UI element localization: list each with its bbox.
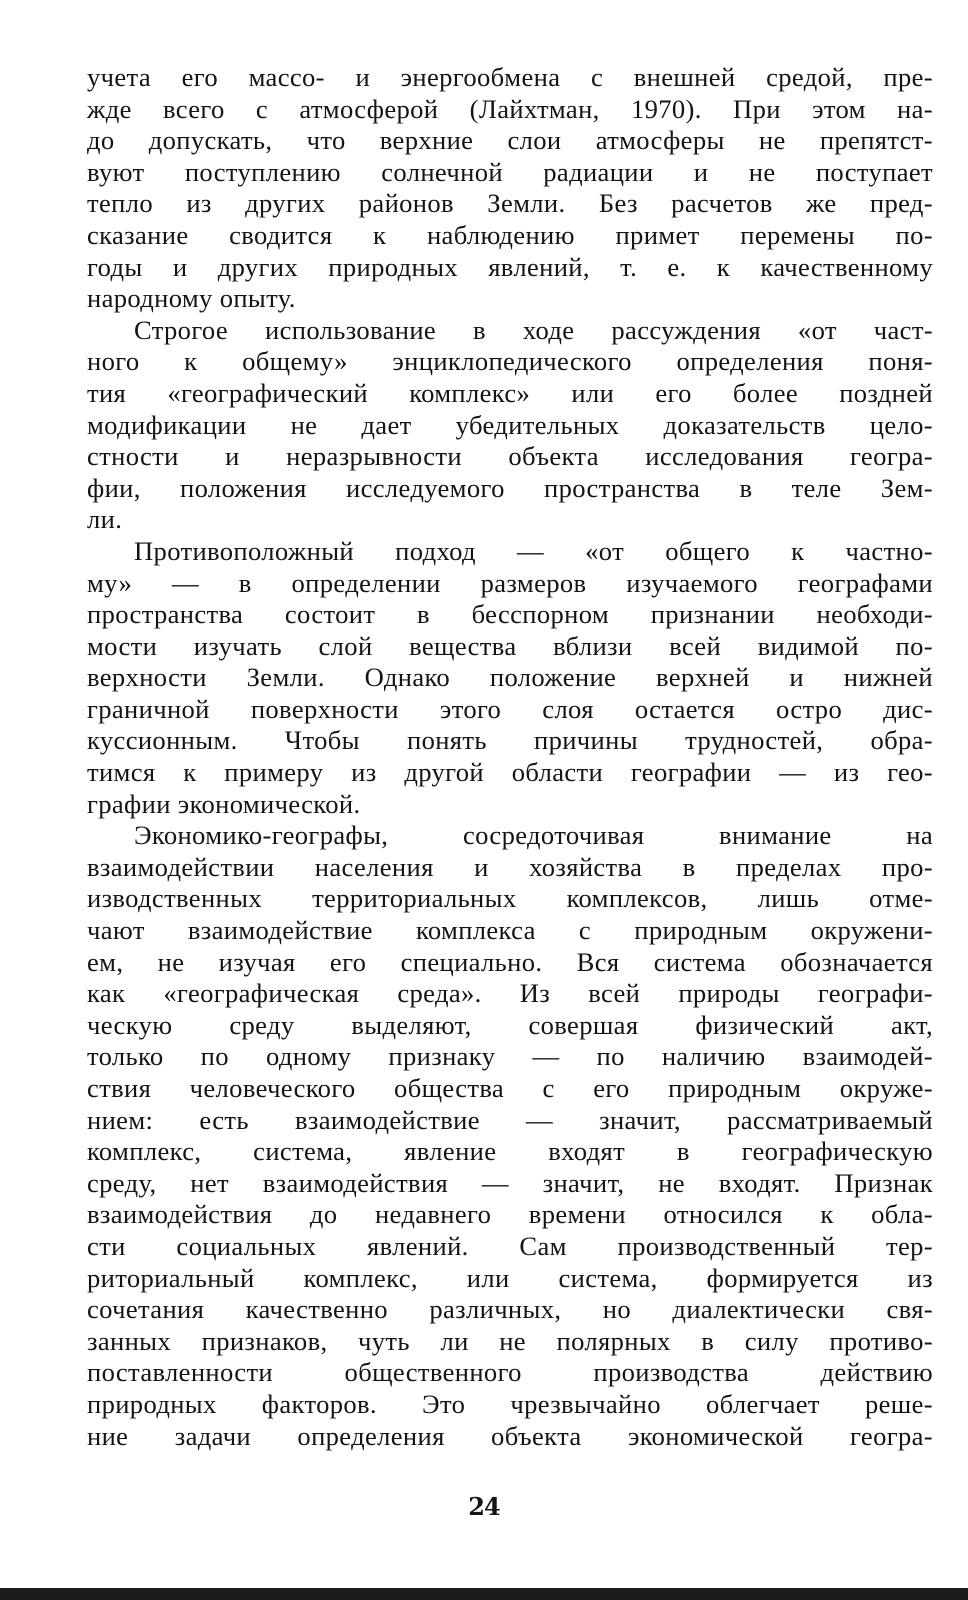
text-line: графии экономической.: [87, 788, 361, 819]
text-line: поставленности общественного производства действию: [87, 1357, 933, 1388]
text-line: му» — в определении размеров изучаемого географами: [87, 567, 933, 598]
text-line: сочетания качественно различных, но диалектически свя-: [87, 1294, 933, 1325]
text-line: жде всего с атмосферой (Лайхтман, 1970). При этом на-: [87, 93, 933, 124]
text-line: только по одному признаку — по наличию взаимодей-: [87, 1041, 933, 1072]
text-line: годы и других природных явлений, т. е. к качественному: [87, 251, 933, 282]
text-line: тепло из других районов Земли. Без расчетов же пред-: [87, 188, 933, 219]
text-line: ческую среду выделяют, совершая физический акт,: [87, 1009, 933, 1040]
paragraph-first-line: Экономико-географы, сосредоточивая внимание на: [134, 820, 933, 851]
text-line: пространства состоит в бесспорном признании необходи-: [87, 599, 933, 630]
text-line: народному опыту.: [87, 283, 296, 314]
text-line: куссионным. Чтобы понять причины трудностей, обра-: [87, 725, 933, 756]
text-line: тия «географический комплекс» или его более поздней: [87, 377, 933, 408]
text-line: верхности Земли. Однако положение верхней и нижней: [87, 662, 933, 693]
text-line: учета его массо- и энергообмена с внешней средой, пре-: [87, 62, 933, 92]
text-line: фии, положения исследуемого пространства в теле Зем-: [87, 472, 933, 503]
text-line: модификации не дает убедительных доказательств цело-: [87, 409, 933, 440]
text-line: до допускать, что верхние слои атмосферы не препятст-: [87, 125, 933, 156]
scan-bottom-edge: [0, 1588, 968, 1600]
text-line: занных признаков, чуть ли не полярных в силу противо-: [87, 1325, 933, 1356]
text-line: мости изучать слой вещества вблизи всей видимой по-: [87, 630, 933, 661]
text-line: ли.: [87, 504, 123, 535]
text-line: как «географическая среда». Из всей природы географи-: [87, 978, 933, 1009]
body-text: [87, 62, 933, 1452]
text-line: ние задачи определения объекта экономической геогра-: [87, 1420, 933, 1451]
text-line: взаимодействия до недавнего времени относился к обла-: [87, 1199, 933, 1230]
text-line: вуют поступлению солнечной радиации и не поступает: [87, 156, 933, 187]
text-line: сти социальных явлений. Сам производственный тер-: [87, 1230, 933, 1261]
text-line: тимся к примеру из другой области географии — из гео-: [87, 757, 933, 788]
text-line: природных факторов. Это чрезвычайно облегчает реше-: [87, 1388, 933, 1419]
text-line: нием: есть взаимодействие — значит, рассматриваемый: [87, 1104, 933, 1135]
text-line: ствия человеческого общества с его природным окруже-: [87, 1073, 933, 1103]
text-line: изводственных территориальных комплексов, лишь отме-: [87, 883, 933, 914]
page-number: 24: [468, 1492, 500, 1521]
text-line: риториальный комплекс, или система, формируется из: [87, 1262, 933, 1293]
text-line: ем, не изучая его специально. Вся система обозначается: [87, 946, 933, 977]
paragraph-first-line: Противоположный подход — «от общего к частно-: [134, 535, 933, 566]
text-line: стности и неразрывности объекта исследования геогра-: [87, 441, 933, 472]
text-line: взаимодействии населения и хозяйства в пределах про-: [87, 851, 933, 882]
text-line: среду, нет взаимодействия — значит, не входят. Признак: [87, 1167, 933, 1198]
text-line: ного к общему» энциклопедического определения поня-: [87, 346, 933, 377]
text-line: чают взаимодействие комплекса с природным окружени-: [87, 915, 933, 946]
text-line: граничной поверхности этого слоя остается остро дис-: [87, 693, 933, 724]
text-line: сказание сводится к наблюдению примет перемены по-: [87, 219, 933, 250]
paragraph-first-line: Строгое использование в ходе рассуждения «от част-: [134, 314, 933, 345]
text-line: комплекс, система, явление входят в географическую: [87, 1136, 933, 1167]
